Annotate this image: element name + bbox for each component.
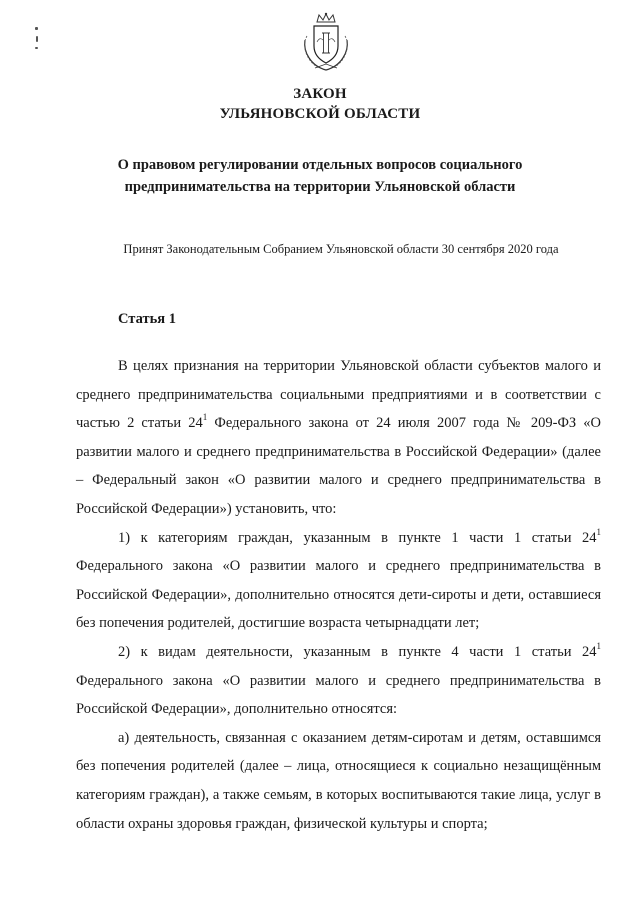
- paragraph-text: 1) к категориям граждан, указанным в пункте 1 части 1 статьи 24: [118, 529, 597, 546]
- superscript: 1: [596, 526, 601, 537]
- superscript: 1: [202, 412, 208, 423]
- scan-speck: [35, 47, 38, 49]
- paragraph-text: Федерального закона «О развитии малого и среднего предпринимательства в Российской Федерации», дополнительно относятся дети-сироты и дети, оставшиеся без попечения родителей, достигшие возраста четырнадцати лет;: [76, 558, 601, 632]
- paragraph-text: Федерального закона от 24 июля 2007 года № 209-ФЗ «О развитии малого и среднего предпринимательства в Российской Федерации» (далее – Федеральный закон «О развитии малого и среднего предпринимательства в Российской Федерации») установить, что:: [76, 415, 602, 517]
- law-subject-line2: предпринимательства на территории Ульяновской области: [124, 179, 516, 195]
- paragraph-subitem-a: а) деятельность, связанная с оказанием детям-сиротам и детям, оставшимся без попечения родителей (далее – лица, относящиеся к социально незащищённым категориям граждан), а также семьям, в которых воспитываются такие лица, услуг в области охраны здоровья граждан, физической культуры и спорта;: [76, 729, 601, 832]
- coat-of-arms-emblem-icon: [297, 12, 355, 74]
- article-heading: Статья 1: [118, 311, 176, 327]
- superscript: 1: [596, 641, 601, 652]
- scan-speck: [36, 36, 38, 42]
- scan-speck: [35, 27, 38, 30]
- law-subject-line1: О правовом регулировании отдельных вопросов социального: [117, 157, 523, 173]
- paragraph-item-2: [76, 638, 601, 724]
- adoption-note: Принят Законодательным Собранием Ульяновской области 30 сентября 2020 года: [123, 242, 559, 256]
- paragraph-text: 2) к видам деятельности, указанным в пункте 4 части 1 статьи 24: [118, 643, 597, 660]
- paragraph-text: Федерального закона «О развитии малого и среднего предпринимательства в Российской Федерации», дополнительно относятся:: [76, 672, 601, 718]
- law-region-title: УЛЬЯНОВСКОЙ ОБЛАСТИ: [219, 106, 421, 122]
- law-title: ЗАКОН: [293, 86, 347, 102]
- paragraph-intro: [76, 352, 601, 524]
- paragraph-text: В целях признания на территории Ульяновской области субъектов малого и среднего предпринимательства социальными предприятиями и в соответствии с частью 2 статьи 24: [76, 358, 601, 432]
- article-body: [76, 352, 601, 838]
- paragraph-item-1: [76, 524, 601, 638]
